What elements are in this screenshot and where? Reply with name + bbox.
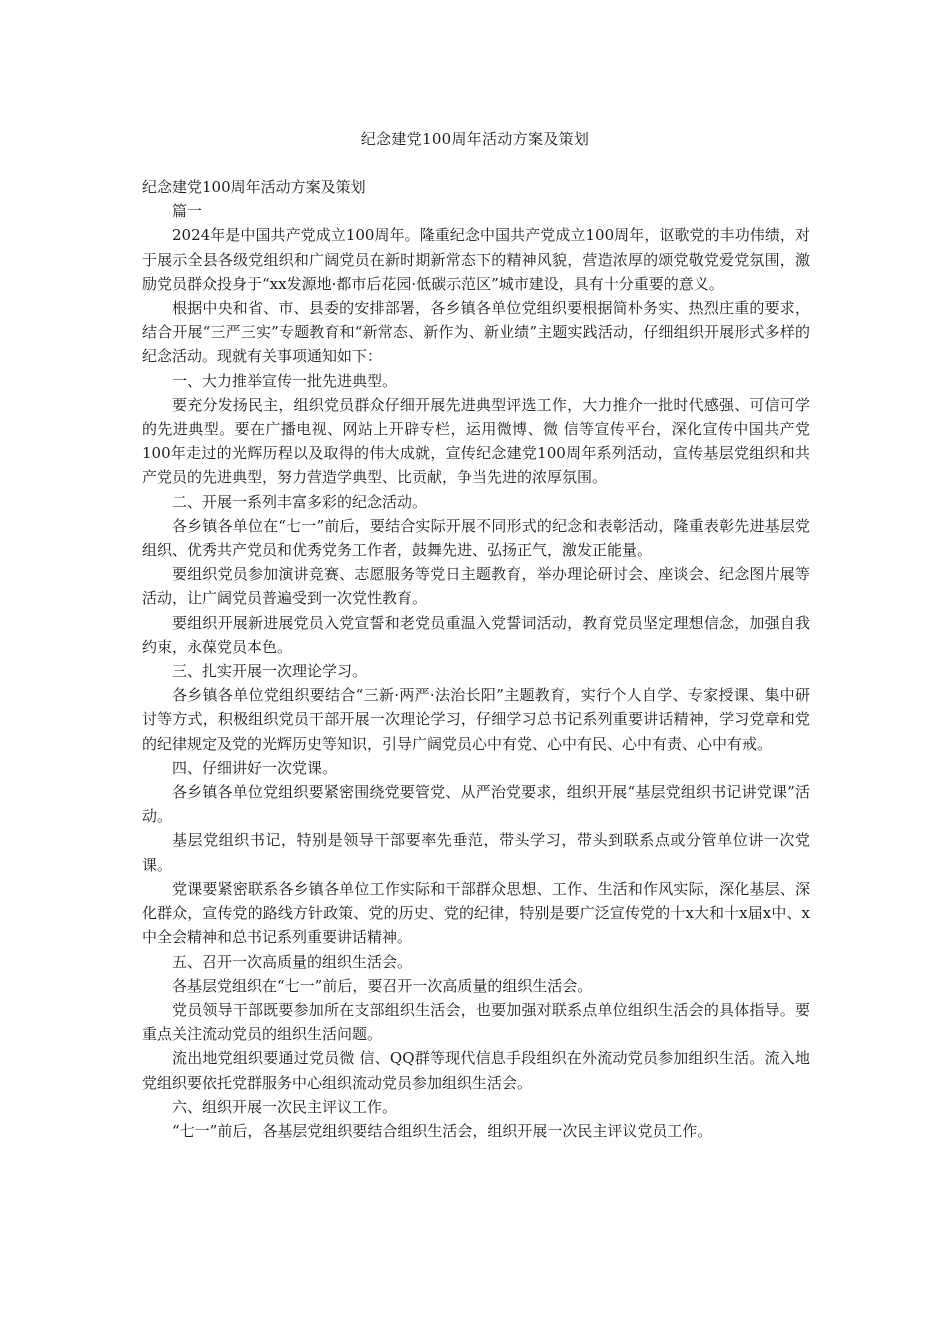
document-body [142,175,810,1143]
paragraph: 各乡镇各单位在“七一”前后，要结合实际开展不同形式的纪念和表彰活动，隆重表彰先进基层党组织、优秀共产党员和优秀党务工作者，鼓舞先进、弘扬正气，激发正能量。 [142,516,810,560]
paragraph: 流出地党组织要通过党员微 信、QQ群等现代信息手段组织在外流动党员参加组织生活。流入地党组织要依托党群服务中心组织流动党员参加组织生活会。 [142,1049,810,1092]
page-header-title: 纪念建党100周年活动方案及策划 [360,130,590,148]
paragraph: 党员领导干部既要参加所在支部组织生活会，也要加强对联系点单位组织生活会的具体指导。要重点关注流动党员的组织生活问题。 [142,1000,810,1044]
paragraph: 一、大力推举宣传一批先进典型。 [172,371,398,390]
document-title: 纪念建党100周年活动方案及策划 [142,178,366,196]
paragraph: 五、召开一次高质量的组织生活会。 [172,952,413,971]
paragraph: 六、组织开展一次民主评议工作。 [172,1097,398,1116]
paragraph: 要充分发扬民主，组织党员群众仔细开展先进典型评选工作，大力推介一批时代感强、可信可学的先进典型。要在广播电视、网站上开辟专栏，运用微博、微 信等宣传平台，深化宣传中国共产党100年走过的光辉历程以及取得的伟大成就，宣传纪念建党100周年系列活动，宣传基层党组织和共产党员的先进典型，努力营造学典型、比贡献，争当先进的浓厚氛围。 [142,395,810,487]
paragraph: 各基层党组织在“七一”前后，要召开一次高质量的组织生活会。 [172,976,593,995]
paragraph: 二、开展一系列丰富多彩的纪念活动。 [172,492,428,511]
paragraph: 要组织开展新进展党员入党宣誓和老党员重温入党誓词活动，教育党员坚定理想信念，加强自我约束，永葆党员本色。 [142,613,810,656]
paragraph: 要组织党员参加演讲竞赛、志愿服务等党日主题教育，举办理论研讨会、座谈会、纪念图片展等活动，让广阔党员普遍受到一次党性教育。 [142,565,810,608]
paragraph: 四、仔细讲好一次党课。 [172,758,338,777]
paragraph: 根据中央和省、市、县委的安排部署，各乡镇各单位党组织要根据简朴务实、热烈庄重的要求，结合开展“三严三实”专题教育和“新常态、新作为、新业绩”主题实践活动，仔细组织开展形式多样的纪念活动。现就有关事项通知如下： [142,299,810,366]
paragraph: 篇一 [172,202,203,221]
paragraph: “七一”前后，各基层党组织要结合组织生活会，组织开展一次民主评议党员工作。 [172,1121,713,1140]
paragraph: 基层党组织书记，特别是领导干部要率先垂范，带头学习，带头到联系点或分管单位讲一次党课。 [142,831,810,874]
paragraph: 各乡镇各单位党组织要结合“三新·两严·法治长阳”主题教育，实行个人自学、专家授课、集中研讨等方式，积极组织党员干部开展一次理论学习，仔细学习总书记系列重要讲话精神，学习党章和党的纪律规定及党的光辉历史等知识，引导广阔党员心中有党、心中有民、心中有责、心中有戒。 [142,686,810,753]
paragraph: 三、扎实开展一次理论学习。 [172,662,368,681]
paragraph: 2024年是中国共产党成立100周年。隆重纪念中国共产党成立100周年，讴歌党的丰功伟绩，对于展示全县各级党组织和广阔党员在新时期新常态下的精神风貌，营造浓厚的颂党敬党爱党氛围，激励党员群众投身于“xx发源地·都市后花园·低碳示范区”城市建设，具有十分重要的意义。 [142,226,810,293]
paragraph: 各乡镇各单位党组织要紧密围绕党要管党、从严治党要求，组织开展“基层党组织书记讲党课”活动。 [142,783,810,826]
paragraph: 党课要紧密联系各乡镇各单位工作实际和干部群众思想、工作、生活和作风实际，深化基层、深化群众，宣传党的路线方针政策、党的历史、党的纪律，特别是要广泛宣传党的十x大和十x届x中、x中全会精神和总书记系列重要讲话精神。 [142,879,810,947]
